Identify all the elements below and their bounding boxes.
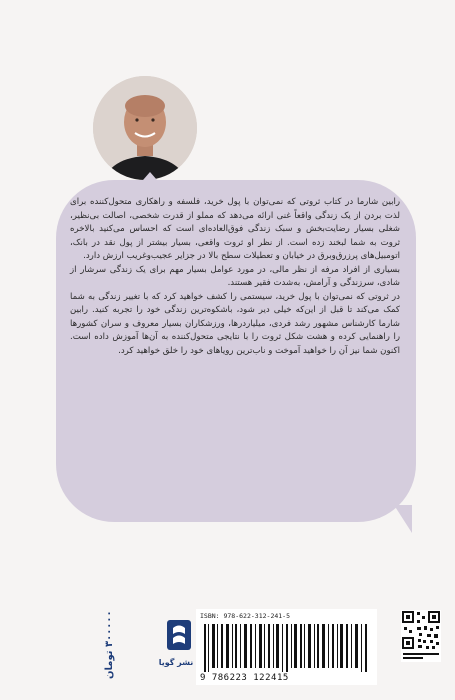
publisher-name: نشر گویا bbox=[158, 658, 194, 667]
barcode-number: 9 786223 122415 bbox=[200, 673, 289, 683]
publisher-logo-icon bbox=[165, 618, 193, 656]
barcode-icon bbox=[204, 624, 374, 672]
qr-code-icon bbox=[401, 610, 441, 662]
description-paragraph: در ثروتی که نمی‌توان با پول خرید، سیستمی را کشف خواهید کرد که با تغییر زندگی به شما کمک می‌کند تا قبل از این‌که خیلی دیر شود، باشکوه‌ترین زندگی خود را تجربه کنید. رابین شارما کارشناس مشهور رشد فردی، میلیاردرها، ورزشکاران بسیار معروف و سران کشورها را راهنمایی کرده و هشت شکل ثروت را با نتایجی متحول‌کننده به آن‌ها آموزش داده است. اکنون شما نیز آن را خواهید آموخت و ناب‌ترین رویاهای خود را خلق خواهید کرد. bbox=[70, 291, 400, 356]
price-label: ۳۰۰۰۰۰ تومان bbox=[104, 610, 115, 679]
book-description bbox=[70, 196, 400, 358]
speech-bubble-tail-bottom bbox=[394, 505, 412, 533]
description-paragraph: بسیاری از افراد مرفه از نظر مالی، در مورد عوامل بسیار مهم برای یک زندگی سرشار از شادی، سرزندگی و آرامش، به‌شدت فقیر هستند. bbox=[70, 264, 400, 288]
isbn-label: ISBN: 978-622-312-241-5 bbox=[200, 612, 291, 620]
description-paragraph: رابین شارما در کتاب ثروتی که نمی‌توان با پول خرید، فلسفه و راهکاری متحول‌کننده برای لذت بردن از یک زندگی واقعاً غنی ارائه می‌دهد که مملو از قدرت شخصی، اصالت بی‌نظیر، شغلی بسیار رضایت‌بخش و سبک زندگی فوق‌العاده‌ای است که احساس می‌کنید بالاخره ثروت به شما لبخند زده است. از نظر او ثروت واقعی، بسیار بیشتر از پول نقد در بانک، اتومبیل‌های پرزرق‌وبرق در خیابان و تعطیلات سطح بالا در جزایر عجیب‌وغریب ارزش دارد. bbox=[70, 197, 400, 261]
author-photo bbox=[93, 76, 197, 180]
